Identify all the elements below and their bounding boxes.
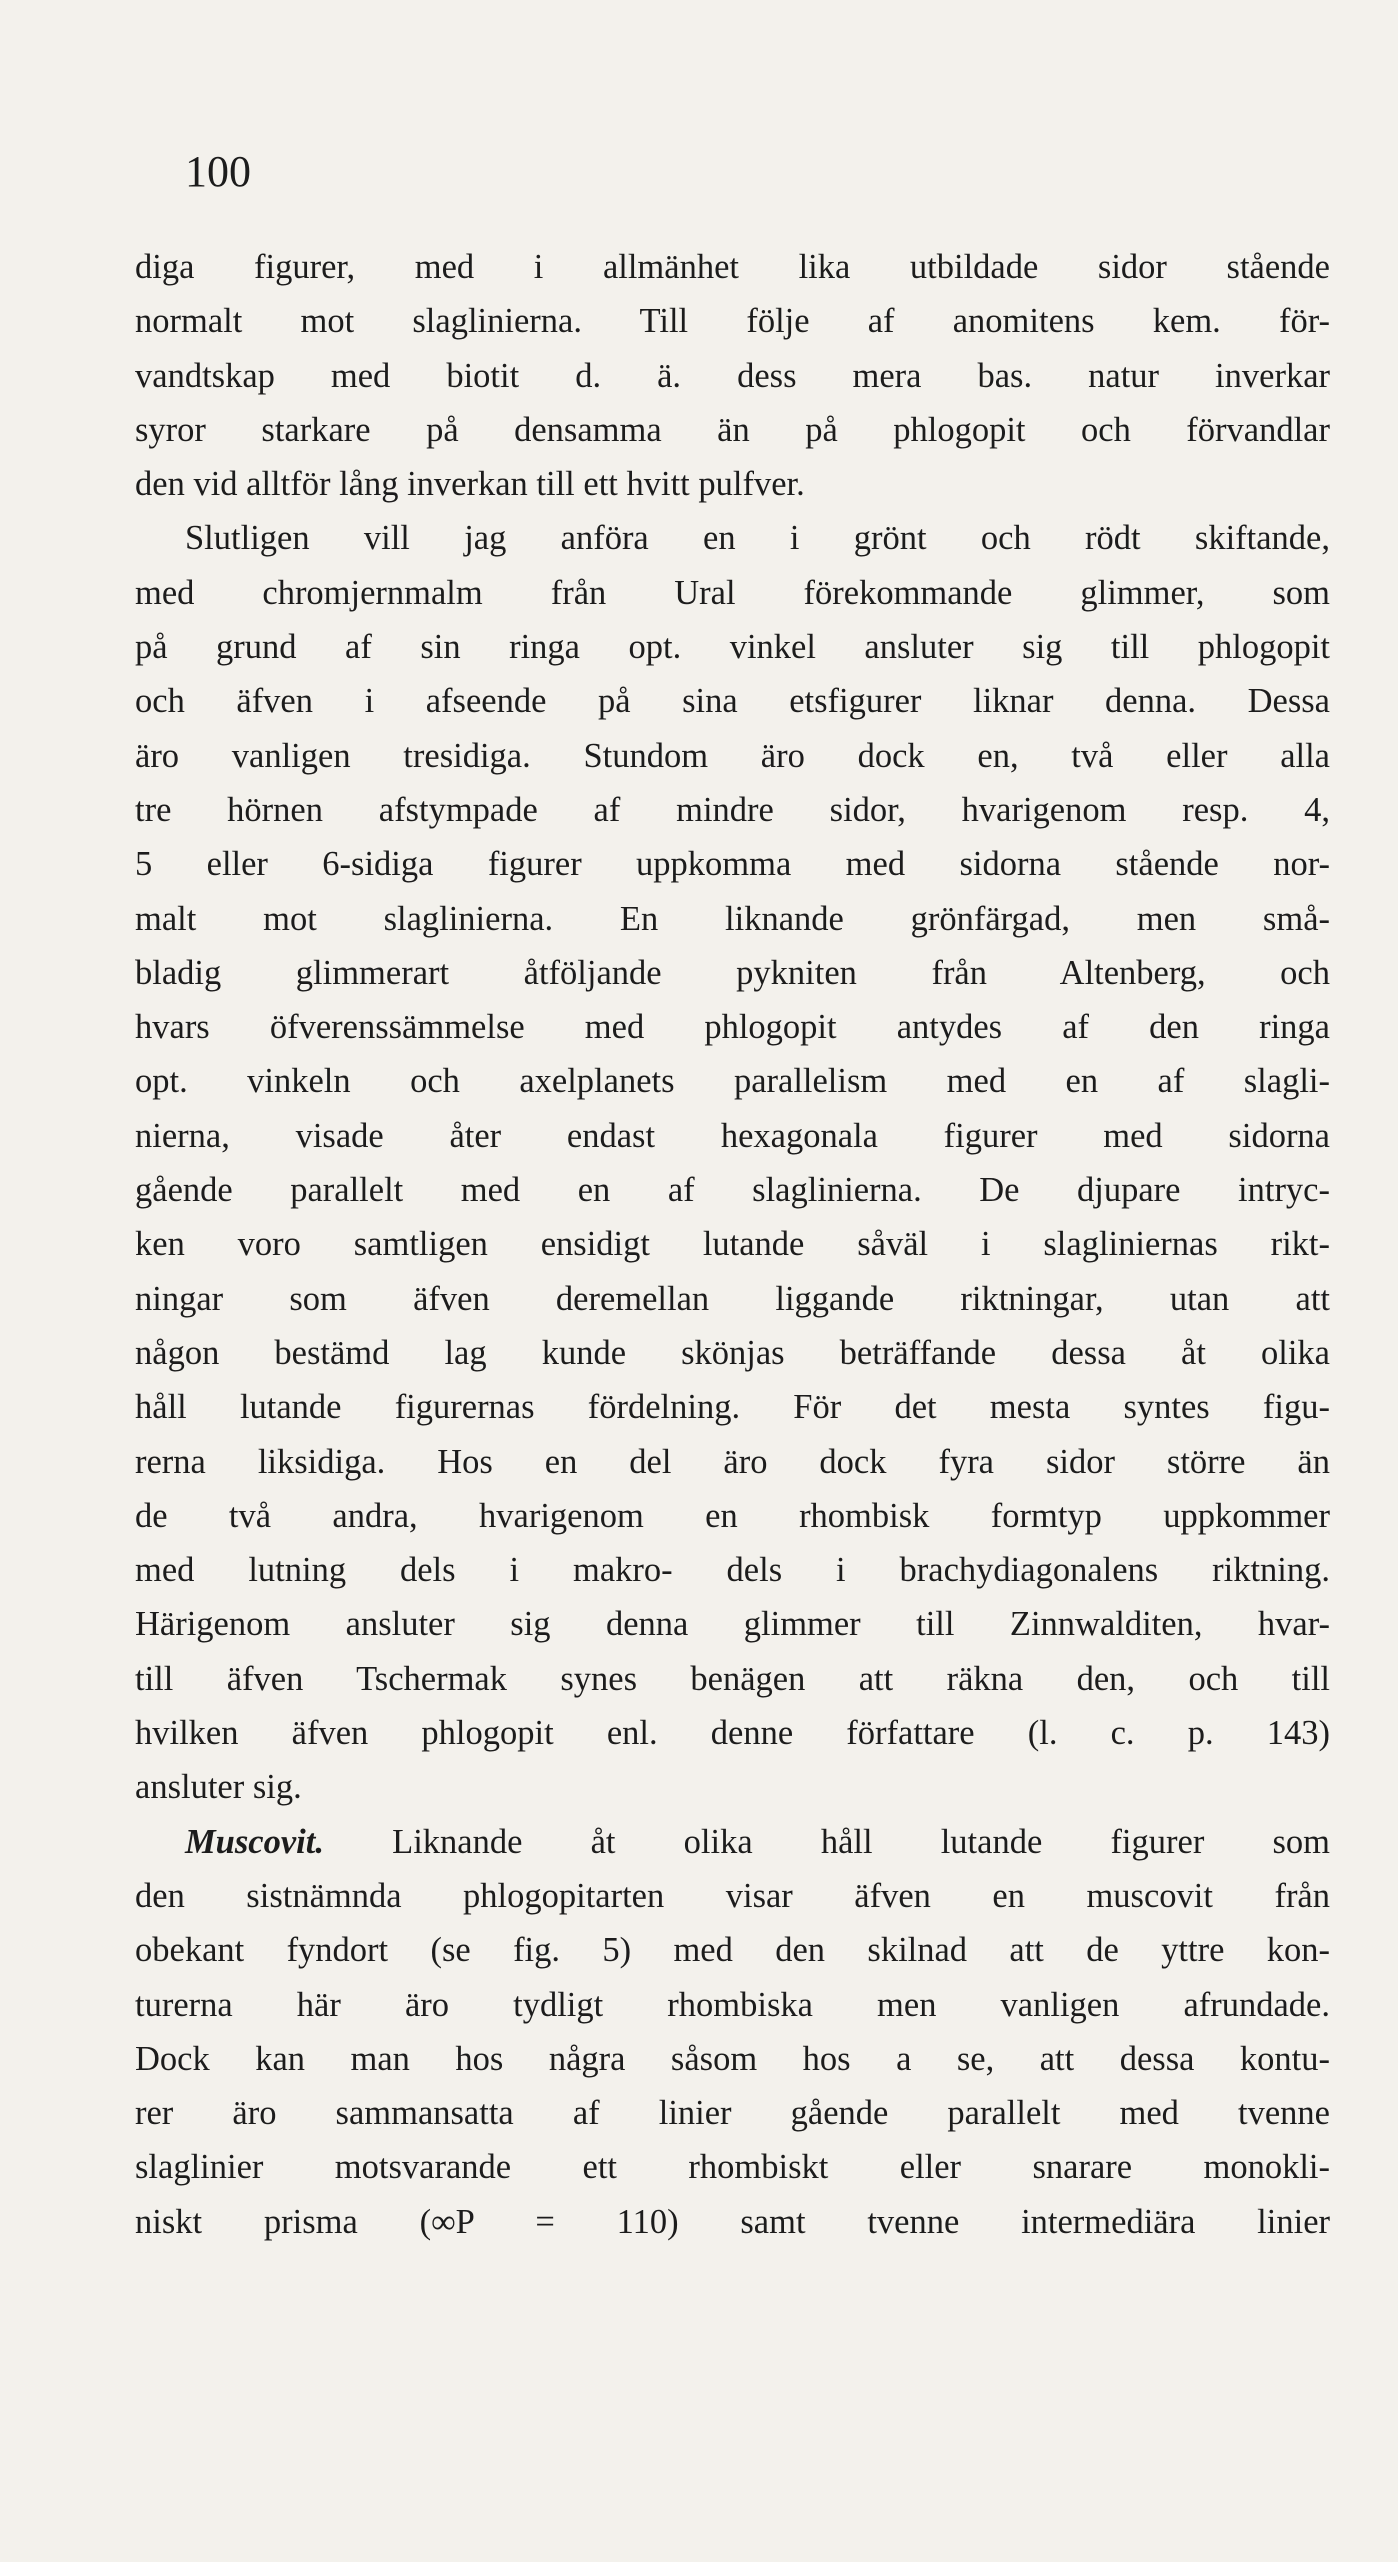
text-line: opt. vinkeln och axelplanets parallelism med en af slagli- xyxy=(135,1062,1330,1101)
text-line: vandtskap med biotit d. ä. dess mera bas. natur inverkar xyxy=(135,356,1330,395)
text-line: ken voro samtligen ensidigt lutande såväl i slagliniernas rikt- xyxy=(135,1225,1330,1264)
text-line: nierna, visade åter endast hexagonala figurer med sidorna xyxy=(135,1116,1330,1155)
text-line: någon bestämd lag kunde skönjas beträffande dessa åt olika xyxy=(135,1333,1330,1372)
text-line: hvars öfverenssämmelse med phlogopit antydes af den ringa xyxy=(135,1008,1330,1047)
text-line: normalt mot slaglinierna. Till följe af anomitens kem. för- xyxy=(135,302,1330,341)
text-line: med lutning dels i makro- dels i brachydiagonalens riktning. xyxy=(135,1551,1330,1590)
text-line: hvilken äfven phlogopit enl. denne författare (l. c. p. 143) xyxy=(135,1714,1330,1753)
text-line: till äfven Tschermak synes benägen att räkna den, och till xyxy=(135,1659,1330,1698)
text-line: syror starkare på densamma än på phlogopit och förvandlar xyxy=(135,410,1330,449)
text-line: bladig glimmerart åtföljande pykniten från Altenberg, och xyxy=(135,953,1330,992)
section-term: Muscovit. xyxy=(185,1822,324,1861)
text-line xyxy=(135,1815,1330,1869)
page-number: 100 xyxy=(185,147,251,196)
text-line-content: Liknande åt olika håll lutande figurer som xyxy=(323,1822,1330,1861)
text-line: på grund af sin ringa opt. vinkel ansluter sig till phlogopit xyxy=(135,628,1330,667)
text-line: de två andra, hvarigenom en rhombisk formtyp uppkommer xyxy=(135,1496,1330,1535)
text-line: ansluter sig. xyxy=(135,1768,302,1807)
text-line: och äfven i afseende på sina etsfigurer liknar denna. Dessa xyxy=(135,682,1330,721)
text-line: den vid alltför lång inverkan till ett hvitt pulfver. xyxy=(135,465,805,504)
text-line: rer äro sammansatta af linier gående parallelt med tvenne xyxy=(135,2094,1330,2133)
text-line: Härigenom ansluter sig denna glimmer till Zinnwalditen, hvar- xyxy=(135,1605,1330,1644)
text-line: Slutligen vill jag anföra en i grönt och rödt skiftande, xyxy=(185,519,1330,558)
text-line: malt mot slaglinierna. En liknande grönfärgad, men små- xyxy=(135,899,1330,938)
text-line: med chromjernmalm från Ural förekommande glimmer, som xyxy=(135,573,1330,612)
text-line: håll lutande figurernas fördelning. För det mesta syntes figu- xyxy=(135,1388,1330,1427)
text-line: tre hörnen afstympade af mindre sidor, hvarigenom resp. 4, xyxy=(135,790,1330,829)
text-line: niskt prisma (∞P = 110) samt tvenne intermediära linier xyxy=(135,2202,1330,2241)
text-line: gående parallelt med en af slaglinierna. De djupare intryc- xyxy=(135,1171,1330,1210)
text-line: Dock kan man hos några såsom hos a se, att dessa kontu- xyxy=(135,2039,1330,2078)
text-line: rerna liksidiga. Hos en del äro dock fyra sidor större än xyxy=(135,1442,1330,1481)
text-line: slaglinier motsvarande ett rhombiskt eller snarare monokli- xyxy=(135,2148,1330,2187)
text-line: ningar som äfven deremellan liggande riktningar, utan att xyxy=(135,1279,1330,1318)
body-text xyxy=(135,240,1330,2249)
text-line: diga figurer, med i allmänhet lika utbildade sidor stående xyxy=(135,248,1330,286)
text-line: äro vanligen tresidiga. Stundom äro dock en, två eller alla xyxy=(135,736,1330,775)
text-line: turerna här äro tydligt rhombiska men vanligen afrundade. xyxy=(135,1985,1330,2024)
text-line: den sistnämnda phlogopitarten visar äfven en muscovit från xyxy=(135,1876,1330,1915)
text-line: obekant fyndort (se fig. 5) med den skilnad att de yttre kon- xyxy=(135,1931,1330,1970)
text-line: 5 eller 6-sidiga figurer uppkomma med sidorna stående nor- xyxy=(135,845,1330,884)
